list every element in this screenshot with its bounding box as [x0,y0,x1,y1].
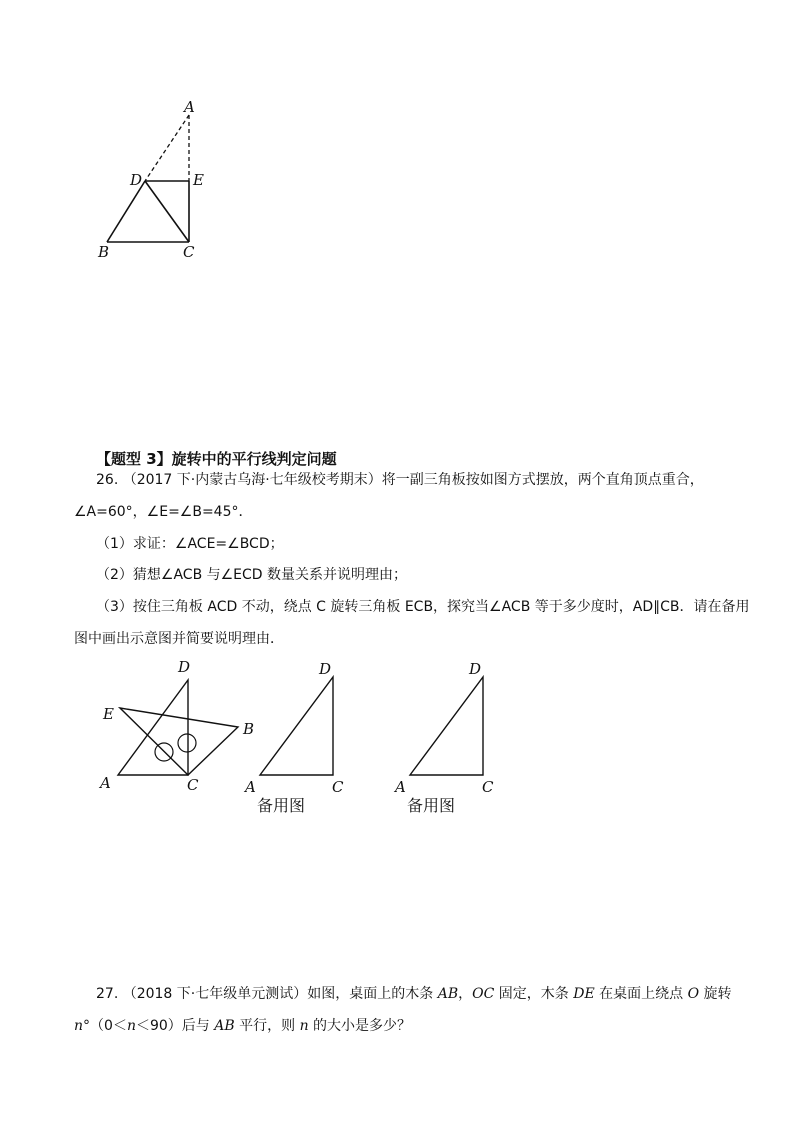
figure-caption: 备用图 [407,796,456,815]
q26-part3-cont: 图中画出示意图并简要说明理由． [74,631,284,647]
q27-O: O [687,986,700,1002]
q27-n: n [126,1018,136,1034]
triangle-ECB [120,708,238,775]
figure-q26-spare-1 [235,655,365,825]
q27-text: °（0＜ [83,1018,127,1034]
label-E: E [103,705,114,723]
q27-n: n [74,1018,84,1034]
q27-n: n [299,1018,309,1034]
label-C: C [482,778,494,796]
triangle-ACD [260,677,333,775]
triangle-ACD [410,677,483,775]
label-A: A [245,778,256,796]
label-A: A [395,778,406,796]
label-E: E [193,171,204,189]
label-D: D [130,171,143,189]
q26-part1: （1）求证：∠ACE=∠BCD； [96,536,284,552]
label-D: D [178,658,191,676]
q27-DE: DE [573,986,595,1002]
segment-DB [107,181,145,242]
section-heading: 【题型 3】旋转中的平行线判定问题 [96,450,337,468]
label-D: D [469,660,482,678]
q27-text: 旋转 [699,986,732,1002]
q27-OC: OC [472,986,495,1002]
label-C: C [332,778,344,796]
q27-text: 27. （2018 下·七年级单元测试）如图，桌面上的木条 [96,986,438,1002]
label-A: A [100,774,111,792]
q26-line2: ∠A=60°，∠E=∠B=45°． [74,504,253,520]
label-C: C [187,776,199,794]
label-D: D [319,660,332,678]
q27-line1 [96,985,732,1003]
segment-DC [145,181,189,242]
q27-AB: AB [214,1018,235,1034]
q27-text: ＜90）后与 [135,1018,215,1034]
q26-part3: （3）按住三角板 ACD 不动，绕点 C 旋转三角板 ECB，探究当∠ACB 等于多少度时，AD∥CB．请在备用 [96,599,750,615]
q26-part2: （2）猜想∠ACB 与∠ECD 数量关系并说明理由； [96,567,408,583]
label-A: A [184,98,195,116]
q27-text: ， [458,986,473,1002]
figure-triangle-top [90,95,220,265]
figure-caption: 备用图 [257,796,306,815]
q27-text: 的大小是多少？ [308,1018,412,1034]
angle-mark-circle-2 [178,734,196,752]
segment-AD-dashed [145,115,189,181]
q26-line1: 26. （2017 下·内蒙古乌海·七年级校考期末）将一副三角板按如图方式摆放，两个直角顶点重合， [96,472,704,488]
triangle-ACD [118,680,188,775]
q27-text: 固定，木条 [494,986,574,1002]
q27-line2 [74,1017,411,1035]
label-C: C [183,243,195,261]
figure-q26-spare-2 [385,655,515,825]
label-B: B [243,720,255,738]
label-B: B [98,243,110,261]
q27-text: 平行，则 [234,1018,300,1034]
q27-text: 在桌面上绕点 [594,986,688,1002]
q27-AB: AB [437,986,459,1002]
